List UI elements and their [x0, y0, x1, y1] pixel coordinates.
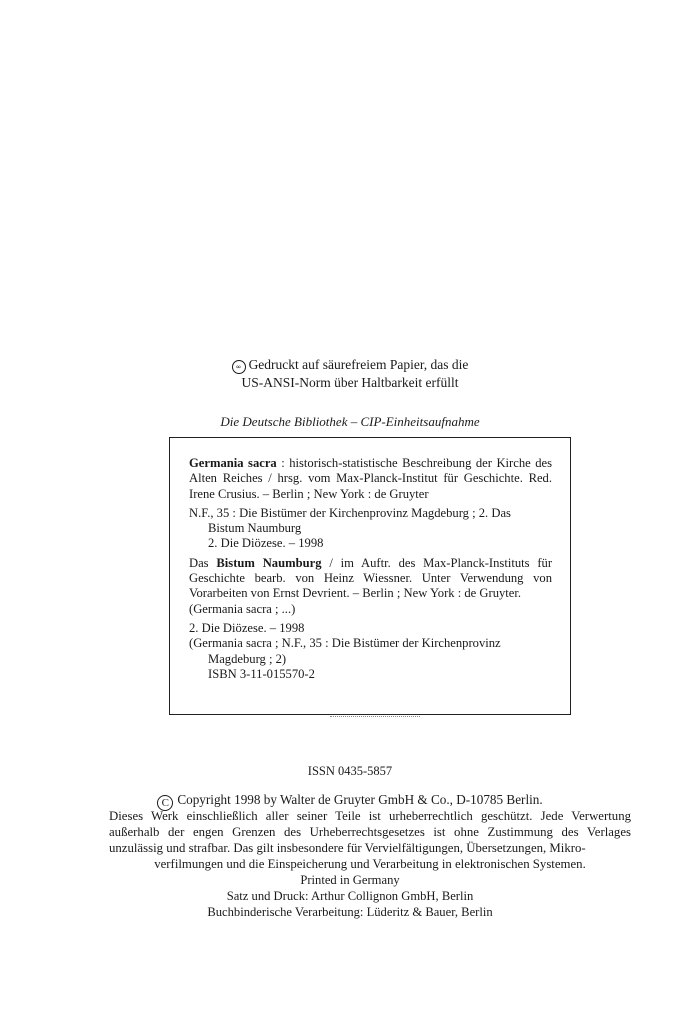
- copyright-line: C Copyright 1998 by Walter de Gruyter GmbH & Co., D-10785 Berlin.: [0, 792, 700, 811]
- printed-in: Printed in Germany: [300, 873, 400, 887]
- work-title: Bistum Naumburg: [216, 555, 322, 570]
- paper-notice-line2: US-ANSI-Norm über Haltbarkeit erfüllt: [241, 375, 459, 390]
- imprint: [0, 872, 700, 920]
- cip-entry-volume: N.F., 35 : Die Bistümer der Kirchenprovinz Magdeburg ; 2. Das Bistum Naumburg 2. Die Diözese. – 1998: [189, 505, 511, 551]
- binding-credit: Buchbinderische Verarbeitung: Lüderitz & Bauer, Berlin: [207, 905, 493, 919]
- cip-entry-part: 2. Die Diözese. – 1998 (Germania sacra ; N.F., 35 : Die Bistümer der Kirchenprovinz Magdeburg ; 2) ISBN 3-11-015570-2: [189, 621, 552, 682]
- paper-notice: [0, 356, 700, 392]
- paper-notice-line1: ∞ Gedruckt auf säurefreiem Papier, das die: [0, 356, 700, 374]
- rights-notice: Dieses Werk einschließlich aller seiner Teile ist urheberrechtlich geschützt. Jede Verwertung außerhalb der engen Grenzen des Urheberrechtsgesetzes ist ohne Zustimmung des Verlages unzulässig und strafbar. Das gilt insbesondere für Vervielfältigungen, Übersetzungen, Mikro- verfilmungen und die Einspeicherung und Verarbeitung in elektronischen Systemen.: [109, 809, 631, 871]
- acid-free-infinity-icon: ∞: [232, 360, 246, 374]
- isbn: ISBN 3-11-015570-2: [208, 666, 315, 681]
- series-title: Germania sacra: [189, 456, 277, 470]
- typesetting-credit: Satz und Druck: Arthur Collignon GmbH, Berlin: [226, 889, 474, 903]
- cip-entry-series: Germania sacra : historisch-statistische Beschreibung der Kirche des Alten Reiches / hrsg. vom Max-Planck-Institut für Geschichte. Red. Irene Crusius. – Berlin ; New York : de Gruyter: [189, 456, 552, 501]
- cip-heading: Die Deutsche Bibliothek – CIP-Einheitsaufnahme: [220, 414, 480, 429]
- print-smudge: [330, 712, 420, 717]
- issn: ISSN 0435-5857: [307, 764, 393, 778]
- copyright-icon: C: [157, 795, 173, 811]
- cip-record-box: [169, 437, 571, 715]
- cip-entry-work: Das Bistum Naumburg / im Auftr. des Max-Planck-Instituts für Geschichte bearb. von Heinz Wiessner. Unter Verwendung von Vorarbeiten von Ernst Devrient. – Berlin ; New York : de Gruyter. (Germania sacra ; ...): [189, 555, 553, 616]
